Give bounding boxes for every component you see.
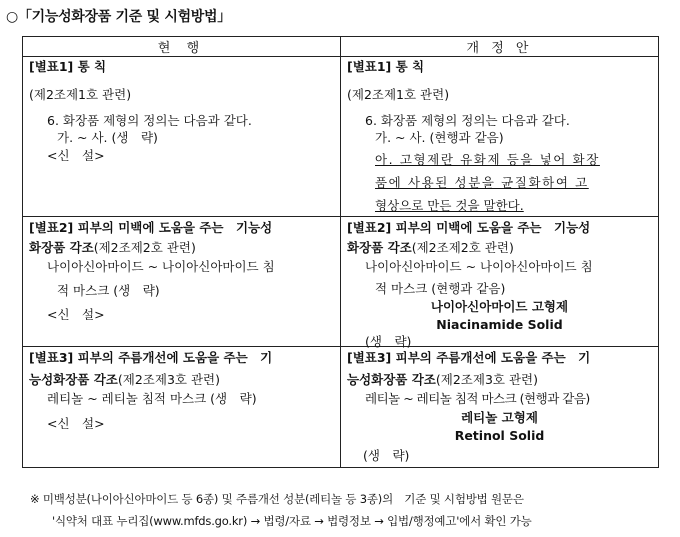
omitted-marker: (생 략)	[365, 334, 412, 349]
annex2-ref: (제2조제2호 관련)	[411, 240, 514, 255]
annex1-ref: (제2조제1호 관련)	[347, 87, 450, 102]
annex3-ref: (제2조제3호 관련)	[435, 372, 538, 387]
annex3-heading: [별표3] 피부의 주름개선에 도움을 주는 기	[29, 350, 273, 365]
annex1-ref: (제2조제1호 관련)	[29, 87, 132, 102]
new-item-korean: 나이아신아마이드 고형제	[430, 299, 569, 314]
revised-cell-annex3	[341, 347, 659, 468]
new-marker: <신 설>	[47, 307, 105, 322]
annex2-heading: [별표2] 피부의 미백에 도움을 주는 기능성	[347, 220, 591, 235]
footnote-line2: '식약처 대표 누리집(www.mfds.go.kr) → 법령/자료 → 법령정보 → 입법/행정예고'에서 확인 가능	[52, 514, 532, 528]
item-range-line1: 나이아신아마이드 ~ 나이아신아마이드 침	[47, 259, 275, 274]
document-title: ○「기능성화장품 기준 및 시험방법」	[6, 9, 231, 25]
annex2-heading: [별표2] 피부의 미백에 도움을 주는 기능성	[29, 220, 273, 235]
table-row	[23, 57, 659, 217]
new-item-english: Retinol Solid	[454, 428, 545, 443]
annex3-heading-cont	[347, 372, 538, 388]
current-cell-annex2	[23, 217, 341, 347]
table-row	[23, 217, 659, 347]
annex2-heading-bold: 화장품 각조	[347, 240, 412, 255]
annex2-heading-cont	[347, 240, 514, 256]
sub-items-text: 가. ~ 사. (생 략)	[57, 130, 158, 145]
new-marker: <신 설>	[47, 416, 105, 431]
annex2-heading-cont	[29, 240, 196, 256]
item-range-line1: 나이아신아마이드 ~ 나이아신아마이드 침	[365, 259, 593, 274]
annex3-ref: (제2조제3호 관련)	[117, 372, 220, 387]
new-marker: <신 설>	[47, 148, 105, 163]
new-item-english: Niacinamide Solid	[436, 317, 563, 332]
footnote-line1: ※ 미백성분(나이아신아마이드 등 6종) 및 주름개선 성분(레티놀 등 3종)의 기준 및 시험방법 원문은	[30, 492, 524, 506]
sub-items-text: 가. ~ 사. (현행과 같음)	[375, 130, 504, 145]
item6-text: 6. 화장품 제형의 정의는 다음과 같다.	[365, 113, 570, 128]
item-range-line2: 적 마스크 (현행과 같음)	[375, 281, 506, 296]
revised-cell-annex2	[341, 217, 659, 347]
new-item-korean: 레티놀 고형제	[461, 410, 538, 425]
annex1-heading: [별표1] 통 칙	[29, 59, 107, 74]
item-range-line2: 적 마스크 (생 략)	[57, 283, 160, 298]
table-header-row	[23, 37, 659, 57]
annex3-heading-cont	[29, 372, 220, 388]
column-header-revised: 개 정 안	[341, 37, 659, 57]
annex2-ref: (제2조제2호 관련)	[93, 240, 196, 255]
added-definition-line2: 품에 사용된 성분을 균질화하여 고	[375, 175, 589, 190]
annex3-heading-bold: 능성화장품 각조	[347, 372, 436, 387]
revised-cell-annex1	[341, 57, 659, 217]
annex1-heading: [별표1] 통 칙	[347, 59, 425, 74]
annex2-heading-bold: 화장품 각조	[29, 240, 94, 255]
added-definition-line3: 형상으로 만든 것을 말한다.	[375, 198, 524, 213]
current-cell-annex3	[23, 347, 341, 468]
footnote	[30, 488, 670, 532]
item6-text: 6. 화장품 제형의 정의는 다음과 같다.	[47, 113, 252, 128]
omitted-marker: (생 략)	[363, 448, 410, 463]
comparison-table	[22, 36, 659, 468]
annex3-heading-bold: 능성화장품 각조	[29, 372, 118, 387]
added-definition-line1: 아. 고형제란 유화제 등을 넣어 화장	[375, 152, 600, 167]
item-range-line1: 레티놀 ~ 레티놀 침적 마스크 (생 략)	[47, 391, 257, 406]
column-header-current: 현 행	[23, 37, 341, 57]
annex3-heading: [별표3] 피부의 주름개선에 도움을 주는 기	[347, 350, 591, 365]
current-cell-annex1	[23, 57, 341, 217]
item-range-line1: 레티놀 ~ 레티놀 침적 마스크 (현행과 같음)	[365, 391, 590, 406]
table-row	[23, 347, 659, 468]
